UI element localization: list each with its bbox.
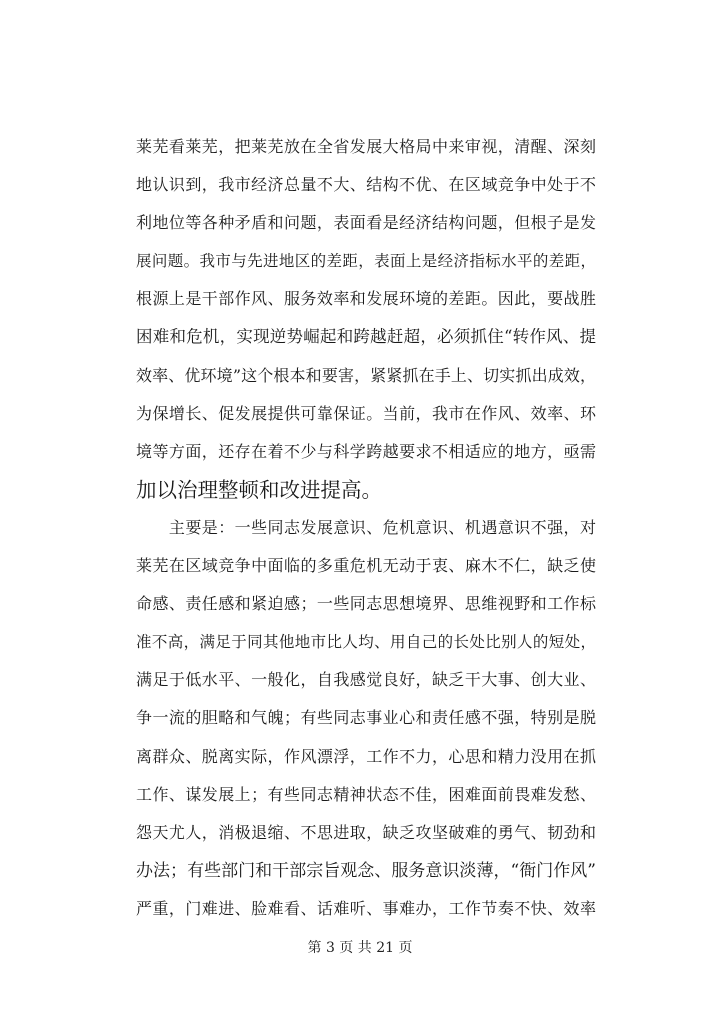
- text-line: 离群众、脱离实际，作风漂浮，工作不力，心思和精力没用在抓: [136, 746, 596, 766]
- text-line: 地认识到，我市经济总量不大、结构不优、在区域竞争中处于不: [136, 175, 596, 195]
- text-line: 莱芜看莱芜，把莱芜放在全省发展大格局中来审视，清醒、深刻: [136, 137, 596, 156]
- text-line: 为保增长、促发展提供可靠保证。当前，我市在作风、效率、环: [136, 403, 596, 423]
- paragraph-1: [136, 128, 596, 509]
- text-line: 加以治理整顿和改进提高。: [136, 477, 382, 502]
- text-line: 争一流的胆略和气魄；有些同志事业心和责任感不强，特别是脱: [136, 708, 596, 728]
- text-line: 怨天尤人，消极退缩、不思进取，缺乏攻坚破难的勇气、韧劲和: [136, 822, 596, 842]
- paragraph-2: [136, 509, 596, 928]
- text-line: 展问题。我市与先进地区的差距，表面上是经济指标水平的差距，: [136, 252, 596, 271]
- page-number-footer: 第 3 页 共 21 页: [307, 940, 413, 956]
- text-line: 根源上是干部作风、服务效率和发展环境的差距。因此，要战胜: [136, 289, 596, 309]
- text-line: 严重，门难进、脸难看、话难听、事难办，工作节奏不快、效率: [136, 898, 596, 918]
- text-line: 境等方面，还存在着不少与科学跨越要求不相适应的地方，亟需: [136, 441, 596, 461]
- text-line: 利地位等各种矛盾和问题，表面看是经济结构问题，但根子是发: [136, 213, 596, 233]
- text-line: 主要是：一些同志发展意识、危机意识、机遇意识不强，对: [136, 517, 596, 537]
- text-line: 准不高，满足于同其他地市比人均、用自己的长处比别人的短处，: [136, 633, 596, 652]
- text-line: 效率、优环境”这个根本和要害，紧紧抓在手上、切实抓出成效，: [136, 365, 596, 385]
- text-line: 工作、谋发展上；有些同志精神状态不佳，困难面前畏难发愁、: [136, 784, 596, 804]
- body-text: [136, 128, 596, 928]
- text-line: 命感、责任感和紧迫感；一些同志思想境界、思维视野和工作标: [136, 594, 596, 614]
- text-line: 莱芜在区域竞争中面临的多重危机无动于衷、麻木不仁，缺乏使: [136, 556, 596, 576]
- text-line: 办法；有些部门和干部宗旨观念、服务意识淡薄，“衙门作风”: [136, 860, 596, 881]
- text-line: 满足于低水平、一般化，自我感觉良好，缺乏干大事、创大业、: [136, 670, 596, 690]
- text-line: 困难和危机，实现逆势崛起和跨越赶超，必须抓住“转作风、提: [136, 327, 596, 347]
